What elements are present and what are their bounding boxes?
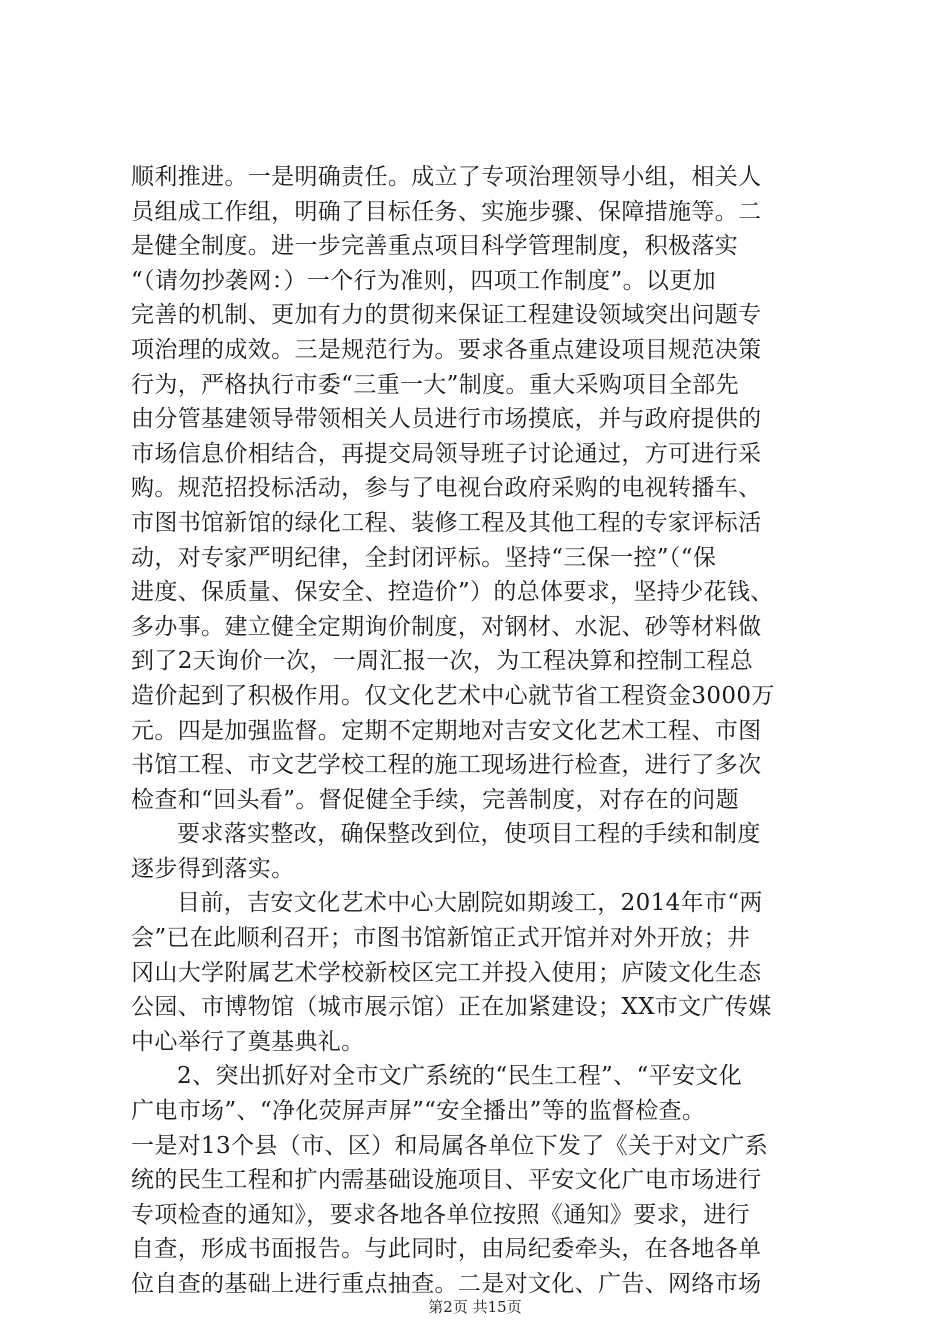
text-line: 自查，形成书面报告。与此同时，由局纪委牵头，在各地各单 — [131, 1236, 762, 1263]
text-line: 2、突出抓好对全市文广系统的“民生工程”、“平安文化 — [177, 1063, 743, 1090]
text-line: 冈山大学附属艺术学校新校区完工并投入使用；庐陵文化生态 — [131, 959, 762, 986]
text-line: 逐步得到落实。 — [131, 855, 295, 882]
text-line: 会”已在此顺利召开；市图书馆新馆正式开馆并对外开放；井 — [131, 925, 751, 952]
text-line: 完善的机制、更加有力的贯彻来保证工程建设领域突出问题专 — [131, 302, 762, 329]
text-line: 目前，吉安文化艺术中心大剧院如期竣工，2014年市“两 — [177, 890, 763, 917]
text-line: 书馆工程、市文艺学校工程的施工现场进行检查，进行了多次 — [131, 752, 762, 779]
text-line: 多办事。建立健全定期询价制度，对钢材、水泥、砂等材料做 — [131, 613, 762, 640]
text-line: “（请勿抄袭网：）一个行为准则，四项工作制度”。以更加 — [131, 267, 716, 294]
text-line: 公园、市博物馆（城市展示馆）正在加紧建设；XX市文广传媒 — [131, 994, 772, 1021]
text-line: 检查和“回头看”。督促健全手续，完善制度，对存在的问题 — [131, 786, 739, 813]
text-line: 造价起到了积极作用。仅文化艺术中心就节省工程资金3000万 — [131, 682, 775, 709]
text-line: 市图书馆新馆的绿化工程、装修工程及其他工程的专家评标活 — [131, 509, 762, 536]
page-footer: 第2页 共15页 — [428, 1298, 522, 1316]
text-line: 顺利推进。一是明确责任。成立了专项治理领导小组，相关人 — [131, 164, 762, 190]
text-line: 由分管基建领导带领相关人员进行市场摸底，并与政府提供的 — [131, 406, 762, 433]
document-body — [131, 160, 831, 1302]
text-line: 到了2天询价一次，一周汇报一次，为工程决算和控制工程总 — [131, 648, 754, 675]
text-line: 进度、保质量、保安全、控造价”）的总体要求，坚持少花钱、 — [131, 579, 774, 606]
text-line: 要求落实整改，确保整改到位，使项目工程的手续和制度 — [177, 821, 761, 848]
text-line: 位自查的基础上进行重点抽查。二是对文化、广告、网络市场 — [131, 1271, 762, 1297]
text-line: 中心举行了奠基典礼。 — [131, 1028, 365, 1055]
text-line: 员组成工作组，明确了目标任务、实施步骤、保障措施等。二 — [131, 198, 762, 225]
text-line: 行为，严格执行市委“三重一大”制度。重大采购项目全部先 — [131, 371, 739, 398]
text-line: 动，对专家严明纪律，全封闭评标。坚持“三保一控”（“保 — [131, 544, 717, 571]
text-line: 广电市场”、“净化荧屏声屏”“安全播出”等的监督检查。 — [131, 1098, 706, 1125]
text-line: 是健全制度。进一步完善重点项目科学管理制度，积极落实 — [131, 233, 739, 260]
text-line: 项治理的成效。三是规范行为。要求各重点建设项目规范决策 — [131, 336, 762, 363]
text-line: 一是对13个县（市、区）和局属各单位下发了《关于对文广系 — [131, 1132, 769, 1159]
text-line: 购。规范招投标活动，参与了电视台政府采购的电视转播车、 — [131, 475, 762, 502]
text-line: 专项检查的通知》，要求各地各单位按照《通知》要求，进行 — [131, 1201, 750, 1228]
text-line: 元。四是加强监督。定期不定期地对吉安文化艺术工程、市图 — [131, 717, 762, 744]
text-line: 市场信息价相结合，再提交局领导班子讨论通过，方可进行采 — [131, 440, 762, 467]
text-line: 统的民生工程和扩内需基础设施项目、平安文化广电市场进行 — [131, 1167, 762, 1194]
